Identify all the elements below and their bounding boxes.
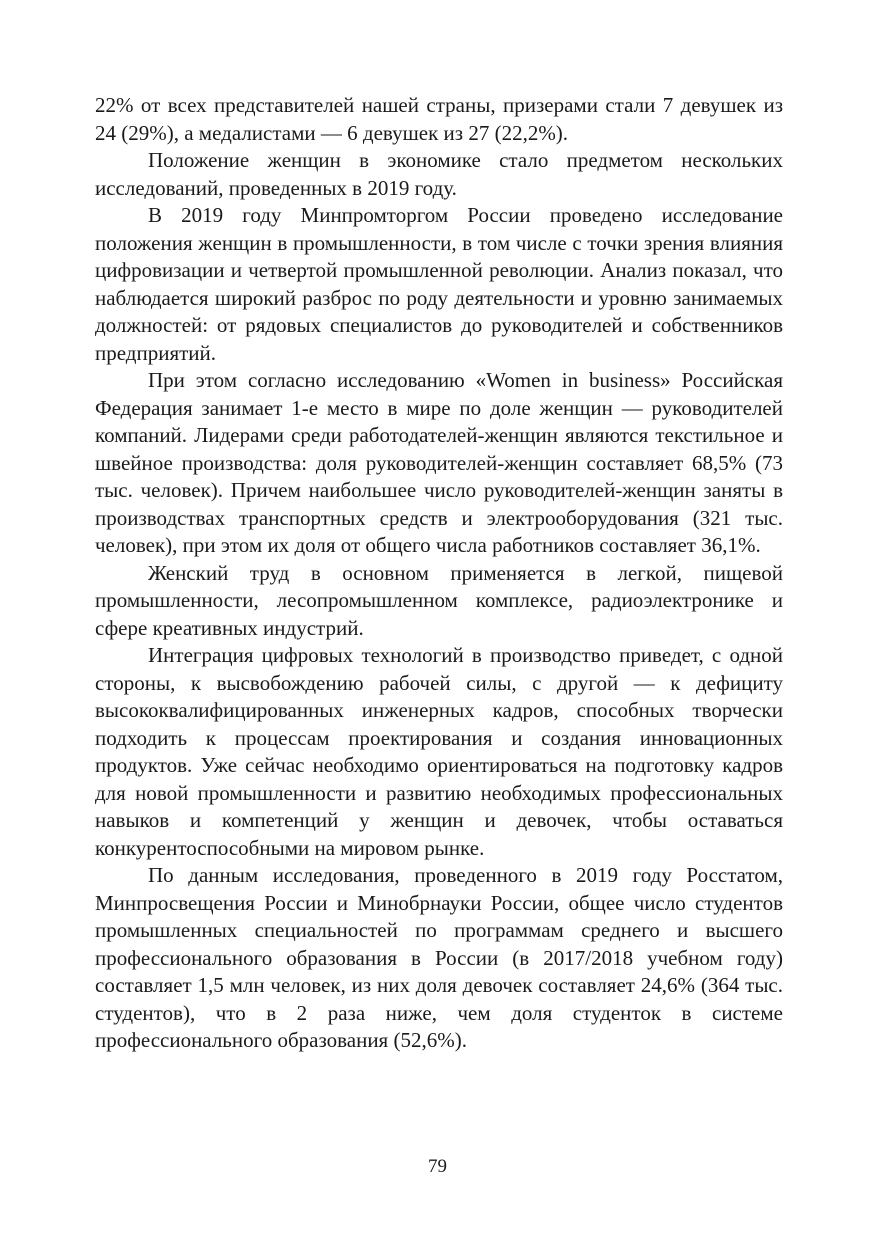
paragraph-female-labor: Женский труд в основном применяется в легкой, пищевой промышленности, лесопромышленном комплексе, радиоэлектронике и сфере креативных индустрий.: [95, 560, 783, 640]
paragraph-rosstat-study: По данным исследования, проведенного в 2019 году Росстатом, Минпросвещения России и Минобрнауки России, общее число студентов промышленных специальностей по программам среднего и высшего профессионального образования в России (в 2017/2018 учебном году) составляет 1,5 млн человек, из них доля девочек составляет 24,6% (364 тыс. студентов), что в 2 раза ниже, чем доля студенток в системе профессионального образования (52,6%).: [95, 863, 783, 1052]
paragraph-women-in-business: При этом согласно исследованию «Women in business» Российская Федерация занимает 1-е место в мире по доле женщин — руководителей компаний. Лидерами среди работодателей-женщин являются текстильное и швейное производства: доля руководителей-женщин составляет 68,5% (73 тыс. человек). Причем наибольшее число руководителей-женщин заняты в производствах транспортных средств и электрооборудования (321 тыс. человек), при этом их доля от общего числа работников составляет 36,1%.: [95, 368, 783, 557]
paragraph-continued: 22% от всех представителей нашей страны, призерами стали 7 девушек из 24 (29%), а медалистами — 6 девушек из 27 (22,2%).: [95, 93, 783, 145]
page-number: 79: [428, 1156, 447, 1177]
paragraph-minpromtorg-study: В 2019 году Минпромторгом России проведено исследование положения женщин в промышленности, в том числе с точки зрения влияния цифровизации и четвертой промышленной революции. Анализ показал, что наблюдается широкий разброс по роду деятельности и уровню занимаемых должностей: от рядовых специалистов до руководителей и собственников предприятий.: [95, 203, 783, 365]
paragraph-women-economy: Положение женщин в экономике стало предметом нескольких исследований, проведенных в 2019 году.: [95, 148, 783, 200]
page-body: [95, 92, 783, 1055]
paragraph-digital-integration: Интеграция цифровых технологий в производство приведет, с одной стороны, к высвобождению рабочей силы, с другой — к дефициту высококвалифицированных инженерных кадров, способных творчески подходить к процессам проектирования и создания инновационных продуктов. Уже сейчас необходимо ориентироваться на подготовку кадров для новой промышленности и развитию необходимых профессиональных навыков и компетенций у женщин и девочек, чтобы оставаться конкурентоспособными на мировом рынке.: [95, 643, 783, 860]
